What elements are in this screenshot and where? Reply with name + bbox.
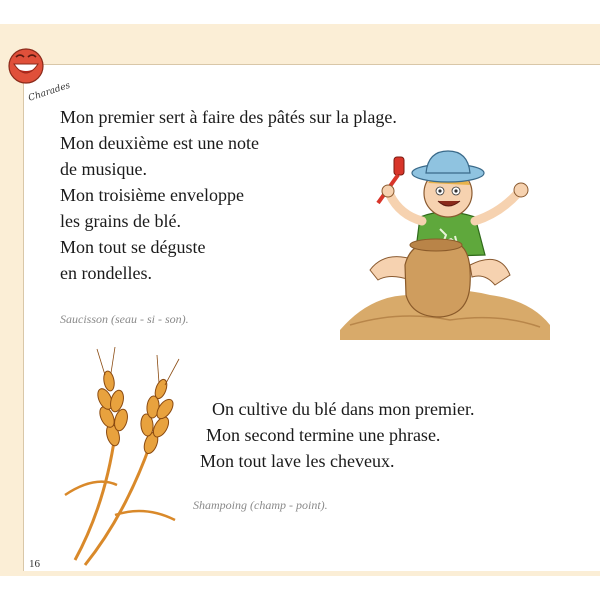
riddle-line: de musique. <box>60 159 147 179</box>
riddle-line: Mon tout lave les cheveux. <box>200 451 395 471</box>
riddle-line: Mon troisième enveloppe <box>60 185 244 205</box>
laughing-face-icon <box>9 49 43 83</box>
riddle-line: On cultive du blé dans mon premier. <box>212 399 475 419</box>
wheat-stalks-illustration <box>55 345 205 575</box>
riddle-line: Mon deuxième est une note <box>60 133 259 153</box>
riddle-2 <box>200 396 474 474</box>
charades-logo <box>4 44 84 104</box>
riddle-line: Mon second termine une phrase. <box>206 425 441 445</box>
riddle-1-answer: Saucisson (seau - si - son). <box>60 312 189 326</box>
riddle-2-answer: Shampoing (champ - point). <box>193 498 328 512</box>
riddle-line: Mon premier sert à faire des pâtés sur la plage. <box>60 107 397 127</box>
child-building-sandcastle-illustration <box>340 145 550 340</box>
riddle-line: Mon tout se déguste <box>60 237 206 257</box>
riddle-line: les grains de blé. <box>60 211 181 231</box>
riddle-line: en rondelles. <box>60 263 152 283</box>
logo-text: Charades <box>27 80 72 104</box>
page-number: 16 <box>29 558 40 570</box>
